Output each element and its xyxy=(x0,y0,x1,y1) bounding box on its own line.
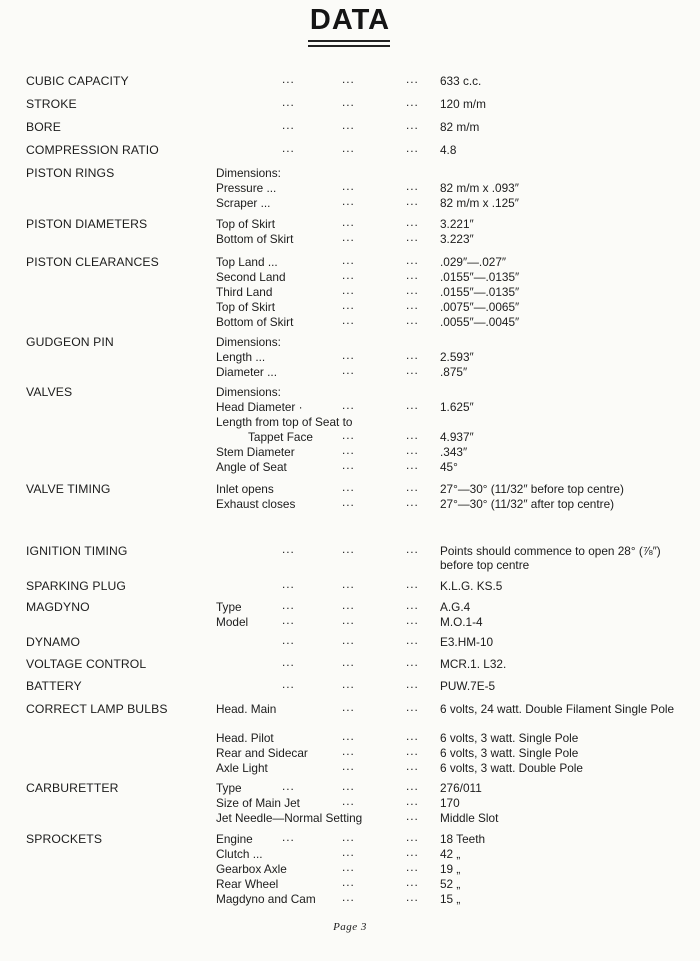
spec-line xyxy=(216,350,686,364)
leader-dots: ... ... xyxy=(342,313,419,327)
spec-sub-label: Head. Pilot xyxy=(216,731,274,745)
spec-sub-label: Bottom of Skirt xyxy=(216,232,294,246)
spec-sub-label: Model xyxy=(216,615,249,629)
spec-label: IGNITION TIMING xyxy=(26,544,128,558)
leader-dots: ... ... xyxy=(342,298,419,312)
leader-dots: ... ... ... xyxy=(282,118,419,132)
spec-sub-label: Second Land xyxy=(216,270,286,284)
spec-sub-label: Length from top of Seat to xyxy=(216,415,353,429)
spec-line xyxy=(216,635,686,649)
spec-line xyxy=(216,811,686,825)
leader-dots: ... xyxy=(406,809,419,823)
leader-dots: ... ... xyxy=(342,179,419,193)
leader-dots: ... ... xyxy=(342,363,419,377)
spec-line xyxy=(216,97,686,111)
spec-line xyxy=(216,460,686,474)
spec-sub-label: Rear and Sidecar xyxy=(216,746,308,760)
leader-dots: ... ... ... xyxy=(282,779,419,793)
spec-line xyxy=(216,217,686,231)
leader-dots: ... ... ... xyxy=(282,633,419,647)
spec-line xyxy=(216,892,686,906)
spec-sub-label: Angle of Seat xyxy=(216,460,287,474)
spec-label: SPROCKETS xyxy=(26,832,103,846)
spec-value: 19 „ xyxy=(440,862,461,876)
leader-dots: ... ... xyxy=(342,794,419,808)
spec-label: PISTON RINGS xyxy=(26,166,115,180)
leader-dots: ... ... ... xyxy=(282,72,419,86)
spec-line xyxy=(216,600,686,614)
spec-line xyxy=(216,143,686,157)
leader-dots: ... ... xyxy=(342,253,419,267)
leader-dots: ... ... xyxy=(342,875,419,889)
spec-line xyxy=(216,731,686,745)
spec-sub-label: Type xyxy=(216,781,242,795)
spec-label: STROKE xyxy=(26,97,77,111)
spec-value: 6 volts, 3 watt. Single Pole xyxy=(440,731,579,745)
spec-value: .029″—.027″ xyxy=(440,255,507,269)
leader-dots: ... ... ... xyxy=(282,655,419,669)
spec-line xyxy=(216,781,686,795)
leader-dots: ... ... xyxy=(342,860,419,874)
spec-sub-label: Clutch ... xyxy=(216,847,263,861)
spec-sub-label: Top of Skirt xyxy=(216,217,276,231)
leader-dots: ... ... xyxy=(342,443,419,457)
spec-value: 15 „ xyxy=(440,892,461,906)
leader-dots: ... ... xyxy=(342,744,419,758)
spec-sub-label: Pressure ... xyxy=(216,181,277,195)
spec-value: .0155″—.0135″ xyxy=(440,270,520,284)
spec-value: 3.221″ xyxy=(440,217,474,231)
spec-value: .0155″—.0135″ xyxy=(440,285,520,299)
spec-value: .0055″—.0045″ xyxy=(440,315,520,329)
spec-sub-label: Axle Light xyxy=(216,761,268,775)
spec-line xyxy=(216,400,686,414)
spec-sub-label: Dimensions: xyxy=(216,166,281,180)
spec-value: K.L.G. KS.5 xyxy=(440,579,503,593)
spec-line xyxy=(216,196,686,210)
spec-line xyxy=(216,657,686,671)
spec-line xyxy=(216,761,686,775)
leader-dots: ... ... xyxy=(342,495,419,509)
leader-dots: ... ... xyxy=(342,398,419,412)
leader-dots: ... ... ... xyxy=(282,677,419,691)
spec-line xyxy=(216,120,686,134)
spec-value: 18 Teeth xyxy=(440,832,486,846)
spec-value: 4.8 xyxy=(440,143,457,157)
spec-label: SPARKING PLUG xyxy=(26,579,126,593)
leader-dots: ... ... xyxy=(342,759,419,773)
leader-dots: ... ... xyxy=(342,845,419,859)
spec-line xyxy=(216,615,686,629)
spec-line xyxy=(216,702,686,716)
leader-dots: ... ... ... xyxy=(282,141,419,155)
spec-sub-label: Jet Needle—Normal Setting xyxy=(216,811,363,825)
spec-sub-label: Scraper ... xyxy=(216,196,271,210)
spec-sub-label: Dimensions: xyxy=(216,335,281,349)
spec-label: VALVES xyxy=(26,385,73,399)
spec-sub-label: Magdyno and Cam xyxy=(216,892,316,906)
spec-sub-label: Stem Diameter xyxy=(216,445,295,459)
spec-value: 6 volts, 3 watt. Single Pole xyxy=(440,746,579,760)
spec-label: VOLTAGE CONTROL xyxy=(26,657,147,671)
spec-value: 27°—30° (11/32″ before top centre) xyxy=(440,482,624,496)
leader-dots: ... ... ... xyxy=(282,95,419,109)
leader-dots: ... ... xyxy=(342,230,419,244)
leader-dots: ... ... xyxy=(342,458,419,472)
spec-value: A.G.4 xyxy=(440,600,471,614)
spec-line xyxy=(216,232,686,246)
spec-sub-label: Exhaust closes xyxy=(216,497,296,511)
leader-dots: ... ... ... xyxy=(282,613,419,627)
spec-line xyxy=(216,365,686,379)
spec-value: 120 m/m xyxy=(440,97,486,111)
spec-line xyxy=(216,430,686,444)
spec-line xyxy=(216,315,686,329)
spec-line xyxy=(216,335,686,349)
spec-value: MCR.1. L32. xyxy=(440,657,507,671)
spec-label: COMPRESSION RATIO xyxy=(26,143,159,157)
spec-line xyxy=(216,579,686,593)
spec-line xyxy=(216,285,686,299)
spec-value: 4.937″ xyxy=(440,430,474,444)
spec-sub-label: Type xyxy=(216,600,242,614)
spec-line xyxy=(216,255,686,269)
spec-line xyxy=(216,746,686,760)
spec-sub-label: Dimensions: xyxy=(216,385,281,399)
spec-sub-label: Tappet Face xyxy=(248,430,313,444)
spec-label: PISTON DIAMETERS xyxy=(26,217,148,231)
leader-dots: ... ... xyxy=(342,215,419,229)
leader-dots: ... ... ... xyxy=(282,598,419,612)
leader-dots: ... ... ... xyxy=(282,830,419,844)
leader-dots: ... ... xyxy=(342,268,419,282)
spec-label: GUDGEON PIN xyxy=(26,335,114,349)
spec-line xyxy=(216,796,686,810)
spec-value: 27°—30° (11/32″ after top centre) xyxy=(440,497,615,511)
page-number: Page 3 xyxy=(333,921,367,933)
spec-sub-label: Top of Skirt xyxy=(216,300,276,314)
spec-value: 6 volts, 3 watt. Double Pole xyxy=(440,761,583,775)
spec-sub-label: Diameter ... xyxy=(216,365,277,379)
spec-sub-label: Top Land ... xyxy=(216,255,278,269)
spec-value: E3.HM-10 xyxy=(440,635,494,649)
leader-dots: ... ... xyxy=(342,700,419,714)
spec-line xyxy=(216,542,686,572)
spec-value: 45° xyxy=(440,460,458,474)
spec-value: .343″ xyxy=(440,445,468,459)
spec-line xyxy=(216,385,686,399)
spec-line xyxy=(216,832,686,846)
leader-dots: ... ... xyxy=(342,194,419,208)
leader-dots: ... ... ... xyxy=(282,577,419,591)
spec-sub-label: Size of Main Jet xyxy=(216,796,300,810)
spec-line xyxy=(216,415,686,429)
spec-value: 276/011 xyxy=(440,781,482,795)
spec-line xyxy=(216,300,686,314)
spec-line xyxy=(216,166,686,180)
spec-line xyxy=(216,270,686,284)
spec-value: 6 volts, 24 watt. Double Filament Single Pole xyxy=(440,702,675,716)
spec-sub-label: Head. Main xyxy=(216,702,277,716)
leader-dots: ... ... xyxy=(342,890,419,904)
spec-sub-label: Inlet opens xyxy=(216,482,274,496)
spec-value: 82 m/m x .093″ xyxy=(440,181,519,195)
spec-label: PISTON CLEARANCES xyxy=(26,255,159,269)
spec-sub-label: Bottom of Skirt xyxy=(216,315,294,329)
spec-value: PUW.7E-5 xyxy=(440,679,496,693)
page-title: DATA xyxy=(309,4,391,36)
spec-line xyxy=(216,445,686,459)
leader-dots: ... ... xyxy=(342,428,419,442)
spec-line xyxy=(216,482,686,496)
spec-sub-label: Gearbox Axle xyxy=(216,862,287,876)
spec-value: .0075″—.0065″ xyxy=(440,300,520,314)
spec-label: CARBURETTER xyxy=(26,781,119,795)
spec-label: CUBIC CAPACITY xyxy=(26,74,129,88)
spec-line xyxy=(216,862,686,876)
spec-value: M.O.1-4 xyxy=(440,615,483,629)
spec-value: 82 m/m x .125″ xyxy=(440,196,519,210)
leader-dots: ... ... xyxy=(342,729,419,743)
leader-dots: ... ... ... xyxy=(282,542,419,556)
spec-value: 170 xyxy=(440,796,460,810)
spec-sub-label: Rear Wheel xyxy=(216,877,279,891)
spec-label: VALVE TIMING xyxy=(26,482,111,496)
leader-dots: ... ... xyxy=(342,283,419,297)
spec-line xyxy=(216,679,686,693)
spec-label: MAGDYNO xyxy=(26,600,90,614)
spec-value: 1.625″ xyxy=(440,400,474,414)
spec-label: CORRECT LAMP BULBS xyxy=(26,702,168,716)
spec-sub-label: Length ... xyxy=(216,350,266,364)
spec-label: DYNAMO xyxy=(26,635,81,649)
title-underline-bottom xyxy=(308,45,390,47)
spec-sub-label: Third Land xyxy=(216,285,273,299)
spec-label: BATTERY xyxy=(26,679,82,693)
spec-sub-label: Head Diameter · xyxy=(216,400,303,414)
spec-line xyxy=(216,847,686,861)
spec-value: Points should commence to open 28° (⅞″) before top centre xyxy=(440,544,661,572)
spec-value: 3.223″ xyxy=(440,232,474,246)
spec-value: .875″ xyxy=(440,365,468,379)
spec-line xyxy=(216,877,686,891)
title-underline-top xyxy=(308,40,390,42)
spec-value: Middle Slot xyxy=(440,811,499,825)
leader-dots: ... ... xyxy=(342,480,419,494)
spec-line xyxy=(216,497,686,511)
spec-sub-label: Engine xyxy=(216,832,253,846)
spec-line xyxy=(216,74,686,88)
spec-value: 82 m/m xyxy=(440,120,480,134)
leader-dots: ... ... xyxy=(342,348,419,362)
spec-label: BORE xyxy=(26,120,61,134)
spec-value: 633 c.c. xyxy=(440,74,482,88)
spec-value: 52 „ xyxy=(440,877,461,891)
spec-value: 2.593″ xyxy=(440,350,474,364)
spec-value: 42 „ xyxy=(440,847,461,861)
spec-line xyxy=(216,181,686,195)
